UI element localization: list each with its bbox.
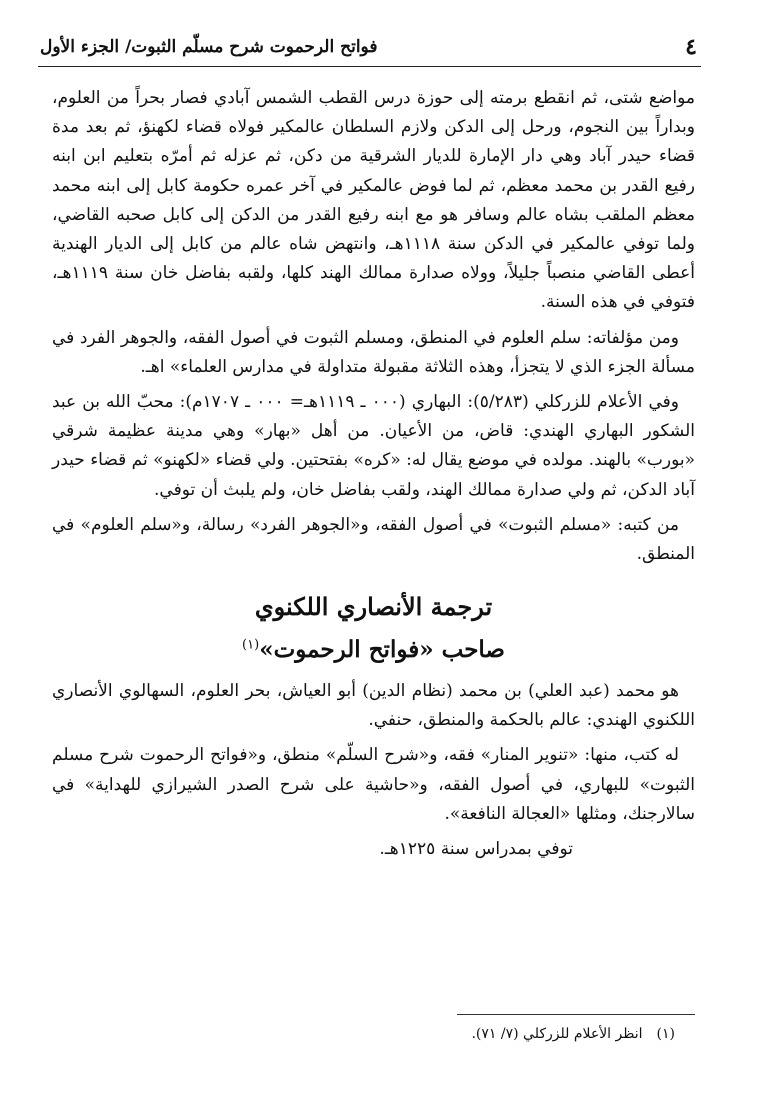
header-divider xyxy=(38,66,701,67)
section-subtitle xyxy=(52,636,695,663)
footnote-number: (١) xyxy=(656,1026,675,1042)
page-number: ٤ xyxy=(685,34,697,60)
page-header xyxy=(40,30,697,64)
footnote-text: انظر الأعلام للزركلي (٧/ ٧١). xyxy=(471,1026,643,1042)
paragraph-bio-death: توفي بمدراس سنة ١٢٢٥هـ. xyxy=(379,839,573,860)
paragraph-bio-books: له كتب، منها: «تنوير المنار» فقه، و«شرح السلّم» منطق، و«فواتح الرحموت شرح مسلم الثبوت» للبهاري، في أصول الفقه، و«حاشية على شرح الصدر الشيرازي للهداية» في سالارجنك، ومثلها «العجالة النافعة». xyxy=(52,745,695,824)
main-text xyxy=(52,84,695,575)
bio-text xyxy=(52,677,695,870)
paragraph-biography-continued: مواضع شتى، ثم انقطع برمته إلى حوزة درس القطب الشمس آبادي فصار بحراً من العلوم، وبداراً بين النجوم، ورحل إلى الدكن ولازم السلطان عالمكير فولاه قضاء لكهنؤ، ثم بعد مدة قضاء حيدر آباد وهي دار الإمارة للديار الشرقية من دكن، ثم عزله ثم أمرّه بتعليم ابن ابنه رفيع القدر بن محمد معظم، ثم لما فوض عالمكير في آخر عمره حكومة كابل إلى ابنه محمد معظم الملقب بشاه عالم وسافر هو مع ابنه رفيع القدر من الدكن إلى كابل صحبه القاضي، ولما توفي عالمكير في الدكن سنة ١١١٨هـ، وانتهض شاه عالم من كابل إلى الديار الهندية أعطى القاضي منصباً جليلاً، وولاه صدارة ممالك الهند كلها، ولقبه بفاضل خان سنة ١١١٩هـ، فتوفي في هذه السنة. xyxy=(52,88,695,313)
section-subtitle-text: صاحب «فواتح الرحموت» xyxy=(259,636,505,663)
footnote-divider xyxy=(457,1014,695,1015)
paragraph-books: من كتبه: «مسلم الثبوت» في أصول الفقه، و«الجوهر الفرد» رسالة، و«سلم العلوم» في المنطق. xyxy=(52,514,695,565)
footnote-reference: (١) xyxy=(242,637,260,653)
section-title: ترجمة الأنصاري اللكنوي xyxy=(254,592,493,621)
footnote xyxy=(471,1026,675,1042)
running-title: فواتح الرحموت شرح مسلّم الثبوت/ الجزء الأول xyxy=(40,37,378,57)
paragraph-bio-name: هو محمد (عبد العلي) بن محمد (نظام الدين) أبو العياش، بحر العلوم، السهالوي الأنصاري اللكنوي الهندي: عالم بالحكمة والمنطق، حنفي. xyxy=(52,681,695,731)
paragraph-works: ومن مؤلفاته: سلم العلوم في المنطق، ومسلم الثبوت في أصول الفقه، والجوهر الفرد في مسألة الجزء الذي لا يتجزأ، وهذه الثلاثة مقبولة متداولة في مدارس العلماء» اهـ. xyxy=(52,327,695,377)
paragraph-alam-citation: وفي الأعلام للزركلي (٥/٢٨٣): البهاري (٠٠٠ ـ ١١١٩هـ= ٠٠٠ ـ ١٧٠٧م): محبّ الله بن عبد الشكور البهاري الهندي: قاض، من الأعيان. من أهل «بهار» وهي مدينة عظيمة شرقي «بورب» بالهند. مولده في موضع يقال له: «كره» بفتحتين. ولي قضاء «لكهنو» ثم قضاء حيدر آباد الدكن، ثم ولي صدارة ممالك الهند، ولقب بفاضل خان، ولم يلبث أن توفي. xyxy=(52,392,695,500)
